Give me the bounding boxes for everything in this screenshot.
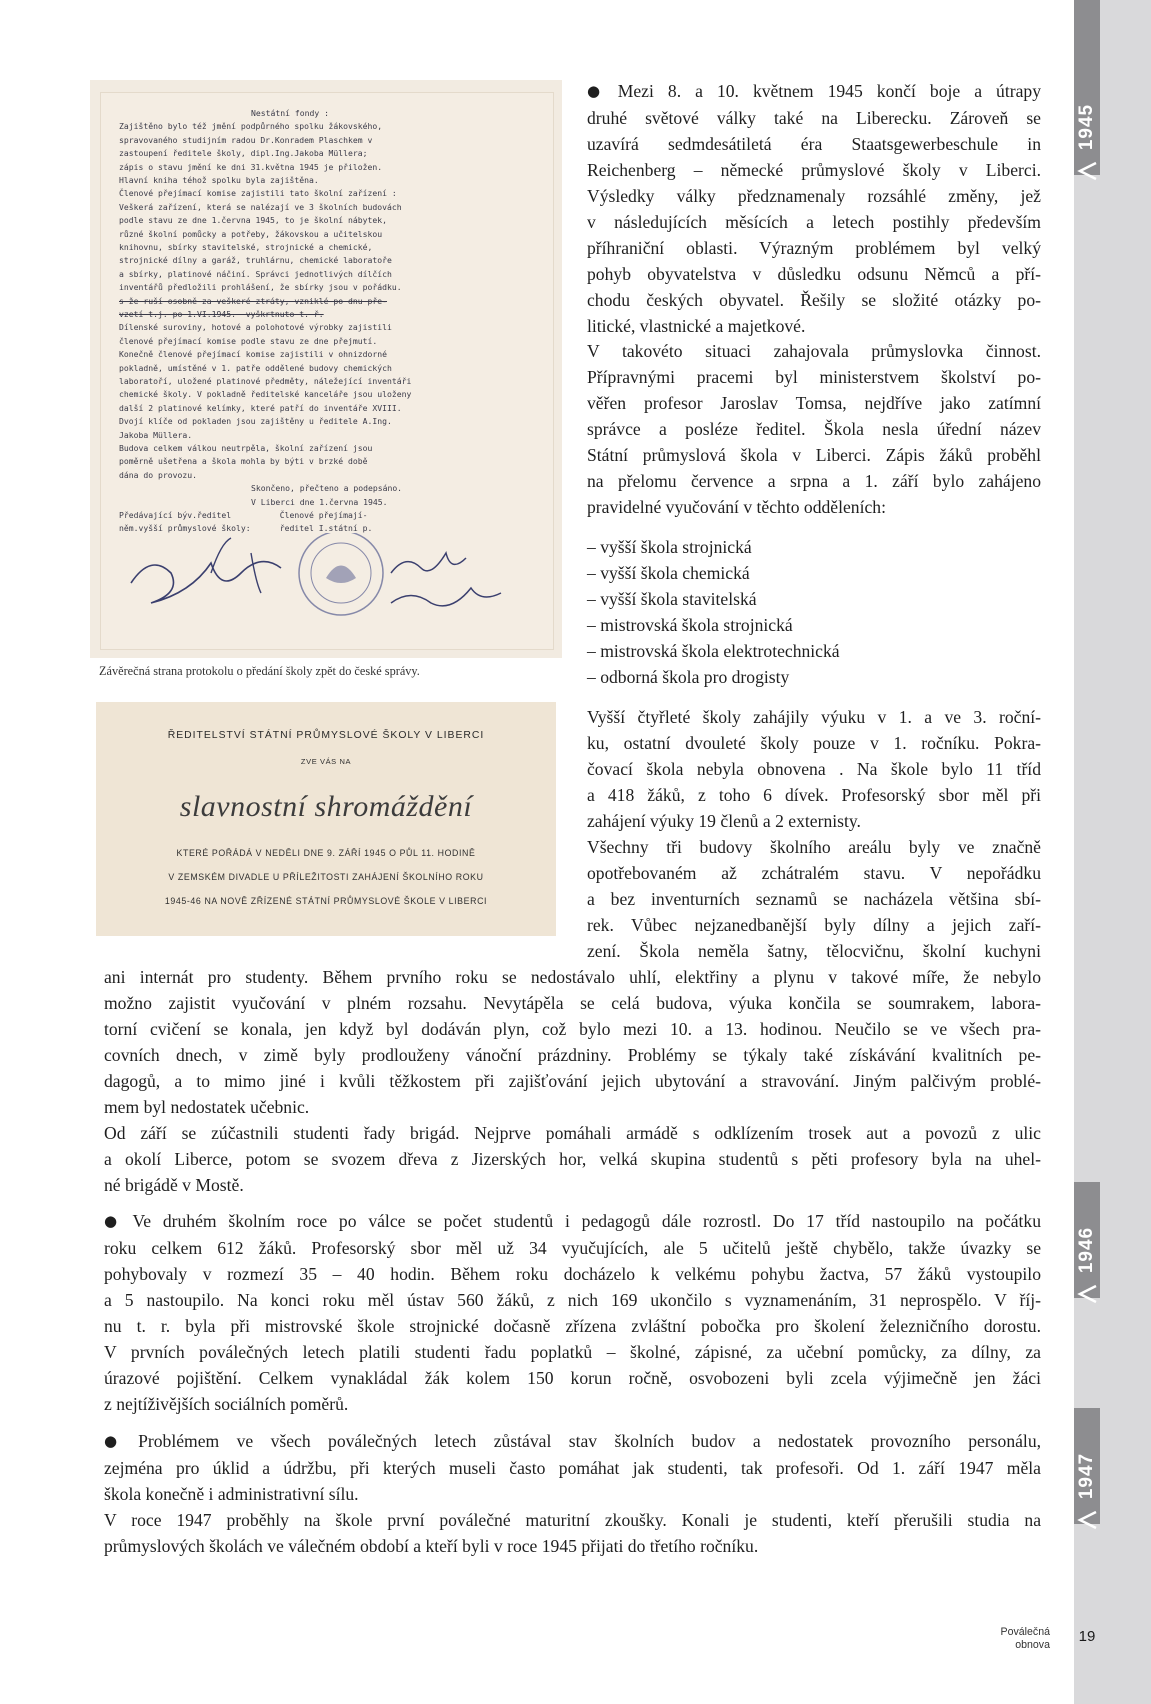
text-line: příhraniční oblasti. Výrazným problémem byl velký: [587, 238, 1041, 258]
typed-line: něm.vyšší průmyslové školy: ředitel I.státní p.: [119, 523, 373, 534]
invitation-line-1: KTERÉ POŘÁDÁ V NEDĚLI DNE 9. ZÁŘÍ 1945 O PŮL 11. HODINĚ: [176, 848, 476, 858]
typed-line: různé školní pomůcky a potřeby, žákovskou a učitelskou: [119, 228, 383, 239]
text-line: a 418 žáků, z toho 6 dívek. Profesorský sbor měl při: [587, 785, 1041, 805]
department-item: – mistrovská škola elektrotechnická: [587, 641, 840, 661]
text-line: V takovéto situaci zahajovala průmyslovka činnost.: [587, 341, 1041, 361]
typed-line: spravovaného studijním radou Dr.Konradem Plaschkem v: [119, 134, 373, 145]
year-label-text: 1945: [1076, 103, 1097, 151]
typed-line: Hlavní kniha téhož spolku byla zajištěna.: [119, 175, 319, 185]
buildings-paragraph-narrow: [587, 834, 1041, 964]
text-line: pravidelné vyučování v těchto odděleních:: [587, 497, 886, 517]
text-line: zejména pro úklid a údržbu, při kterých museli často pomáhat jak studenti, tak profesoři. Od 1. září 1947 měla: [104, 1458, 1041, 1478]
department-item: – vyšší škola strojnická: [587, 537, 752, 557]
text-line: V roce 1947 proběhly na škole první poválečné maturitní zkoušky. Konali je studenti, kteří přerušili studia na: [104, 1510, 1041, 1530]
typed-line: další 2 platinové kelímky, které patří do inventáře XVIII.: [119, 402, 402, 413]
text-line: Vyšší čtyřleté školy zahájily výuku v 1. a ve 3. roční-: [587, 707, 1041, 727]
departments-list: [587, 534, 1041, 690]
invitation-line-2: V ZEMSKÉM DIVADLE U PŘÍLEŽITOSTI ZAHÁJENÍ ŠKOLNÍHO ROKU: [168, 872, 484, 882]
text-line: správce a posléze ředitel. Škola nesla úřední název: [587, 419, 1041, 439]
typed-line: strojnické dílny a garáž, truhlárnu, chemické laboratoře: [119, 255, 392, 266]
paragraph-text: Problémem ve všech poválečných letech zůstával stav školních budov a nedostatek provozního personálu,: [138, 1431, 1041, 1451]
text-line: [104, 1208, 1041, 1235]
typed-line: zápis o stavu jmění ke dni 31.května 1945 je přiložen.: [119, 161, 383, 172]
bullet-icon: ●: [104, 1212, 125, 1230]
protocol-caption: Závěrečná strana protokolu o předání školy zpět do české správy.: [99, 664, 420, 678]
department-item: – vyšší škola stavitelská: [587, 589, 757, 609]
invitation-line-3: 1945-46 NA NOVĚ ZŘÍZENÉ STÁTNÍ PRŮMYSLOVÉ ŠKOLE V LIBERCI: [164, 896, 488, 906]
text-line: zahájení výuky 19 členů a 2 externisty.: [587, 811, 861, 831]
text-line: [104, 1428, 1041, 1455]
text-line: V prvních poválečných letech platili studenti řadu poplatků – školné, zápisné, za učební pomůcky, za dílny, za: [104, 1342, 1041, 1362]
text-line: nu t. r. byla při mistrovské škole strojnické dočasně zřízena zvláštní pobočka pro školení železničního dorostu.: [104, 1316, 1041, 1336]
text-line: Výsledky války předznamenaly rozsáhlé změny, jež: [587, 186, 1041, 206]
year-label-1946: [1074, 1220, 1100, 1280]
text-line: Reichenberg – německé průmyslové školy v Liberci.: [587, 160, 1041, 180]
text-line: ku, ostatní dvouleté školy pouze v 1. ročníku. Pokra-: [587, 733, 1041, 753]
typed-line: Členové přejímací komise zajistili tato školní zařízení :: [119, 188, 397, 199]
typed-line: laboratoří, uložené platinové předměty, náležející inventáři: [119, 376, 412, 386]
typed-line: Budova celkem válkou neutrpěla, školní zařízení jsou: [119, 443, 373, 453]
typed-line: Skončeno, přečteno a podepsáno.: [251, 483, 403, 494]
typed-line: Konečně členové přejímací komise zajistili v ohnizdorné: [119, 349, 388, 360]
typed-line: zastoupení ředitele školy, dipl.Ing.Jakoba Müllera;: [119, 148, 368, 159]
section-label-line-2: obnova: [1015, 1639, 1050, 1651]
text-line: věřen profesor Jaroslav Tomsa, nejdříve jako zatímní: [587, 393, 1041, 413]
year-label-text: 1946: [1076, 1226, 1097, 1274]
typed-line: V Liberci dne 1.června 1945.: [251, 496, 388, 507]
text-line: rek. Vůbec nejzanedbanější byly dílny a jejich zaří-: [587, 915, 1041, 935]
bullet-icon: ●: [104, 1432, 131, 1450]
typed-line: dána do provozu.: [119, 469, 197, 480]
text-line: ani internát pro studenty. Během prvního roku se nedostávalo uhlí, elektřiny a plynu v takové míře, že nebylo: [104, 967, 1041, 987]
text-line: na přelomu července a srpna a 1. září bylo zahájeno: [587, 471, 1041, 491]
text-line: uzavírá sedmdesátiletá éra Staatsgewerbeschule in: [587, 134, 1041, 154]
brigades-paragraph: [104, 1120, 1041, 1198]
text-line: Od září se zúčastnili studenti řady brigád. Nejprve pomáhali armádě s odklízením trosek aut a povozů z ulic: [104, 1123, 1041, 1143]
text-line: litické, vlastnické a majetkové.: [587, 316, 806, 336]
typed-line: podle stavu ze dne 1.června 1945, to je školní nábytek,: [119, 215, 388, 226]
text-line: né brigádě v Mostě.: [104, 1175, 244, 1195]
text-line: čovací škola nebyla obnovena . Na škole bylo 11 tříd: [587, 759, 1041, 779]
text-line: a okolí Liberce, potom se svozem dřeva z Jizerských hor, velká skupina studentů s pěti profesory byla na uhel-: [104, 1149, 1041, 1169]
intro-paragraph: [587, 78, 1041, 339]
department-item: – mistrovská škola strojnická: [587, 615, 793, 635]
text-line: Přípravnými pracemi byl ministerstvem školství po-: [587, 367, 1041, 387]
typed-line: Předávající býv.ředitel Členové přejímají-: [119, 510, 368, 520]
text-line: v následujících měsících a letech postihly především: [587, 212, 1041, 232]
text-line: z nejtíživějších sociálních poměrů.: [104, 1394, 349, 1414]
year-label-1947: [1074, 1446, 1100, 1506]
text-line: možno zajistit vyučování v plném rozsahu. Nevytápěla se celá budova, výuka končila se soumrakem, labora-: [104, 993, 1041, 1013]
text-line: a 5 nastoupilo. Na konci roku měl ústav 560 žáků, z nich 169 ukončilo s vyznamenáním, 31 neprospělo. V říj-: [104, 1290, 1041, 1310]
signatures-and-stamp: [101, 533, 553, 649]
text-line: torní cvičení se konala, jen když byl dodáván plyn, což bylo mezi 10. a 13. hodinou. Neučilo se ve všech pra-: [104, 1019, 1041, 1039]
year-label-1945: [1074, 97, 1100, 157]
protocol-document-image: [100, 92, 554, 650]
typed-line: a sbírky, platinové náčiní. Správci jednotlivých dílčích: [119, 268, 392, 279]
typed-line: členové přejímací komise podle stavu ze dne přejmutí.: [119, 335, 378, 346]
text-line: průmyslových školách ve válečném období a kteří byli v roce 1945 přijati do třetího ročníku.: [104, 1536, 759, 1556]
text-line: chodu českých obyvatel. Řešily se složité otázky po-: [587, 290, 1041, 310]
year-label-text: 1947: [1076, 1452, 1097, 1500]
typed-line: s že ruší osobně za veškeré ztráty, vzniklé po dnu pře-: [119, 295, 388, 306]
text-line: druhé světové války také na Liberecku. Zároveň se: [587, 108, 1041, 128]
page-number: 19: [1078, 1628, 1096, 1645]
start-paragraph: [587, 338, 1041, 520]
text-line: mem byl nedostatek učebnic.: [104, 1097, 310, 1117]
invitation-heading: ŘEDITELSTVÍ STÁTNÍ PRŮMYSLOVÉ ŠKOLY V LIBERCI: [167, 730, 485, 741]
chevron-left-icon: [1074, 1510, 1100, 1530]
text-line: pohyb obyvatelstva v důsledku odsunu Němců a pří-: [587, 264, 1041, 284]
typed-line: poměrně ušetřena a škola mohla by býti v brzké době: [119, 456, 368, 467]
typed-line: Jakoba Müllera.: [119, 429, 193, 440]
typed-line: knihovnu, sbírky stavitelské, strojnické a chemické,: [119, 242, 373, 252]
invitation-title: slavnostní shromáždění: [179, 790, 473, 823]
chevron-left-icon: [1074, 1284, 1100, 1304]
text-line: škola konečně i administrativní sílu.: [104, 1484, 359, 1504]
text-line: covních dnech, v zimě byly prodlouženy vánoční prázdniny. Problémy se týkaly také získávání kvalitních pe-: [104, 1045, 1041, 1065]
year-1947-paragraph: [104, 1428, 1041, 1559]
invitation-card: [96, 702, 556, 936]
typed-line: vzetí t.j. po 1.VI.1945. vyškrtnuto t. ř.: [119, 309, 324, 319]
department-item: – odborná škola pro drogisty: [587, 667, 790, 687]
text-line: úrazové pojištění. Celkem vynakládal žák kolem 150 korun ročně, osvobozeni byli zcela výjimečně jen žáci: [104, 1368, 1041, 1388]
typed-line: Dvojí klíče od pokladen jsou zajištěny u ředitele A.Ing.: [119, 416, 392, 427]
bullet-icon: ●: [587, 82, 610, 100]
text-line: a bez inventurních seznamů se nacházela většina sbí-: [587, 889, 1041, 909]
text-line: zení. Škola neměla šatny, tělocvičnu, školní kuchyni: [587, 941, 1041, 961]
text-line: Státní průmyslová škola v Liberci. Zápis žáků proběhl: [587, 445, 1041, 465]
section-label: [990, 1626, 1050, 1652]
chevron-left-icon: [1074, 161, 1100, 181]
buildings-paragraph-wide: [104, 964, 1041, 1120]
typed-line: chemické školy. V pokladně ředitelské kanceláře jsou uloženy: [119, 389, 412, 400]
text-line: [587, 78, 1041, 105]
text-line: dagogů, a to mimo jiné i kvůli těžkostem při zajišťování jejich ubytování a stravování. Jiným palčivým problé-: [104, 1071, 1041, 1091]
text-line: roku celkem 612 žáků. Profesorský sbor měl už 34 vyučujících, ale 5 učitelů ještě chybělo, takže úvazky se: [104, 1238, 1041, 1258]
section-label-line-1: Poválečná: [1000, 1626, 1050, 1638]
enrollment-paragraph: [587, 704, 1041, 834]
year-1946-paragraph: [104, 1208, 1041, 1417]
invitation-invites: ZVE VÁS NA: [300, 757, 352, 766]
typed-line: Nestátní fondy :: [251, 108, 329, 118]
paragraph-text: Ve druhém školním roce po válce se počet studentů i pedagogů dále rozrostl. Do 17 tříd nastoupilo na počátku: [132, 1211, 1041, 1231]
typed-line: inventářů předložili prohlášení, že sbírky jsou v pořádku.: [119, 282, 402, 293]
paragraph-text: Mezi 8. a 10. květnem 1945 končí boje a útrapy: [617, 81, 1041, 101]
typed-line: pokladně, umístěné v 1. patře oddělené budovy chemických: [119, 362, 392, 373]
text-line: Všechny tři budovy školního areálu byly ve značně: [587, 837, 1041, 857]
typed-line: Dílenské suroviny, hotové a polohotové výrobky zajistili: [119, 322, 392, 333]
typed-line: Veškerá zařízení, která se nalézají ve 3 školních budovách: [119, 201, 402, 212]
text-line: opotřebovaném až zchátralém stavu. V nepořádku: [587, 863, 1041, 883]
typed-line: Zajištěno bylo též jmění podpůrného spolku žákovského,: [119, 121, 383, 132]
department-item: – vyšší škola chemická: [587, 563, 750, 583]
text-line: pohybovaly v rozmezí 35 – 40 hodin. Během roku docházelo k velkému pohybu žactva, 57 žáků vystoupilo: [104, 1264, 1041, 1284]
